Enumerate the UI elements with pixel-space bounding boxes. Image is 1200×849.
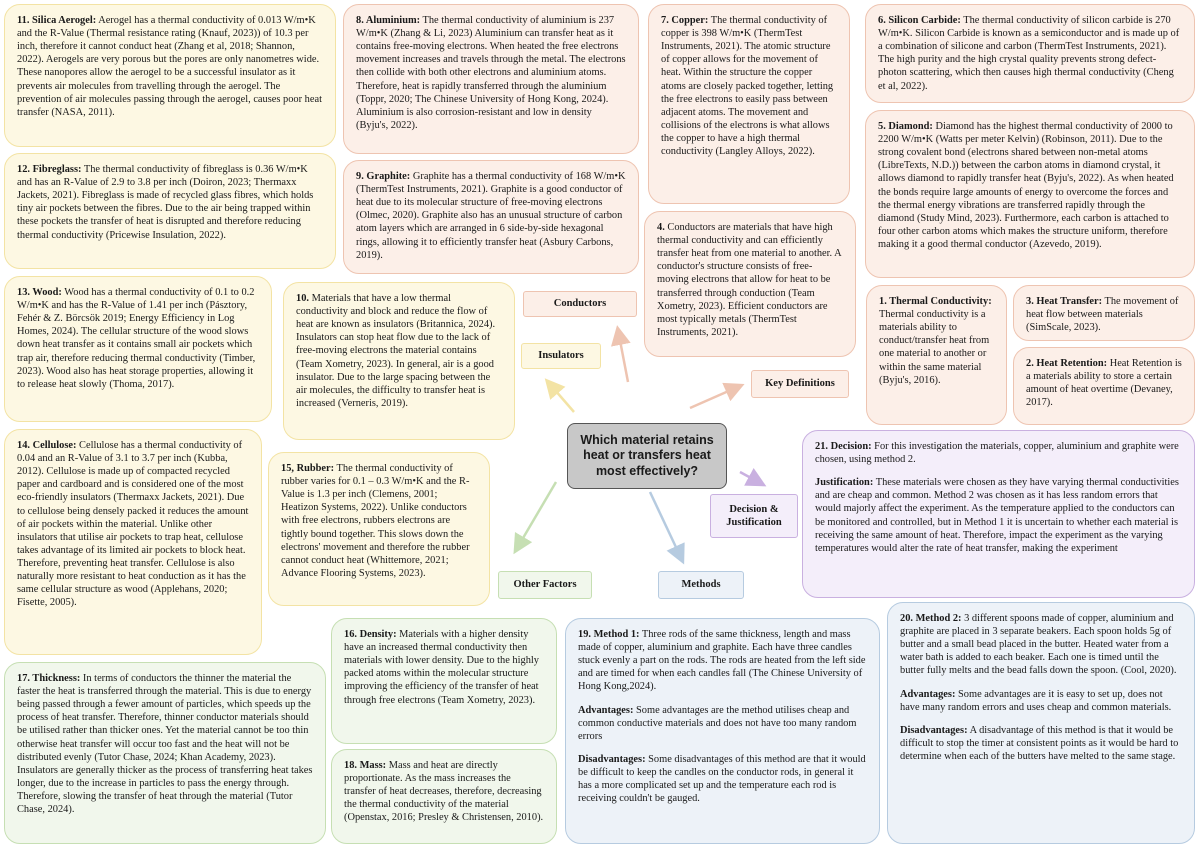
arrow-to-key-definitions (690, 386, 740, 408)
note-silica-aerogel: 11. Silica Aerogel: Aerogel has a thermal conductivity of 0.013 W/m•K and the R-Value (Thermal resistance rating (Knauf, 2023)) of 10.3 per inch, therefore it cannot conduct heat (Zhang et al, 2018; Shannon, 2022). Aerogels are very porous but the pores are only nanometres wide. These nanopores allow the aerogel to be a successful insulator as it prevents air molecules from travelling through the aerogel. The prevention of air molecules passing through the aerogel, causes poor heat transfer (NASA, 2011). (4, 4, 336, 147)
arrow-to-decision (740, 472, 762, 484)
note-method-1: 19. Method 1: Three rods of the same thickness, length and mass made of copper, aluminium and graphite. Each have three candles stuck evenly a part on the rods. The rods are heated from the left side and are timed for when each candles fall (The Chinese University of Hong Kong,2024). Advantages: Some advantages are the method utilises cheap and common conductive materials and does not have too many random errors Disadvantages: Some disadvantages of this method are that it would be difficult to keep the candles on the conductor rods, in general it has a more complicated set up and the temperature each rod is receiving couldn't be gauged. (565, 618, 880, 844)
note-decision-justification: 21. Decision: For this investigation the materials, copper, aluminium and graphite were chosen, using method 2. Justification: These materials were chosen as they have varying thermal conductivities and are cheap and common. Method 2 was chosen as it has less random errors that would majorly affect the experiment. As the temperature applied to the conductors can be monitored and controlled, but in Method 1 it is uncertain to whether each material is receiving the same amount of heat. Therefore, impact the experiment as the varying temperatures would alter the rate of heat transfer, making the experiment (802, 430, 1195, 598)
arrow-to-insulators (548, 382, 574, 412)
note-silicon-carbide: 6. Silicon Carbide: The thermal conductivity of silicon carbide is 270 W/m•K. Silicon Carbide is known as a semiconductor and is made up of a combination of silicone and carbon (ThermTest Instruments, 2021). The high purity and the high crystal quality prevents strong defect-photon scattering, which then causes high thermal conductivity (Cheng et al, 2022). (865, 4, 1195, 103)
note-thickness: 17. Thickness: In terms of conductors the thinner the material the faster the heat is transferred through the material. This is due to energy being passed through a fewer amount of particles, which speeds up the process of heat transfer. Therefore, thinner conductor materials should be utilised rather than thicker ones. Yet the material cannot be too thin otherwise heat transfer will occur too fast and the heat will not be distributed evenly (Tutor Chase, 2024; Khan Academy, 2023). Insulators are generally thicker as the process of transferring heat takes longer, due to the increase in particles to pass the energy through. Therefore, slowing the transfer of heat through the material (Tutor Chase, 2024). (4, 662, 326, 844)
note-copper: 7. Copper: The thermal conductivity of copper is 398 W/m•K (ThermTest Instruments, 2021). The atomic structure of copper allows for the movement of heat. Within the structure the copper atoms are closely packed together, letting the free electrons to easily pass between adjacent atoms. The movement and collisions of the electrons is what allows the copper to have a high thermal conductivity (Langley Alloys, 2022). (648, 4, 850, 204)
arrow-to-methods (650, 492, 682, 560)
note-method-2: 20. Method 2: 3 different spoons made of copper, aluminium and graphite are placed in 3 separate beakers. Each spoon holds 5g of butter and a small bead placed in the butter. Heated water from a water bath is added to each beaker. Each one is timed until the butter fully melts and the bead falls down the spoon. (Cool, 2020). Advantages: Some advantages are it is easy to set up, does not have many random errors and uses cheap and common materials. Disadvantages: A disadvantage of this method is that it would be difficult to stop the timer at consistent points as it would be hard to determine when each of the butters have melted to the same stage. (887, 602, 1195, 844)
category-insulators: Insulators (521, 343, 601, 369)
note-heat-retention: 2. Heat Retention: Heat Retention is a materials ability to store a certain amount of heat overtime (Devaney, 2017). (1013, 347, 1195, 425)
note-mass: 18. Mass: Mass and heat are directly proportionate. As the mass increases the transfer of heat decreases, therefore, decreasing the thermal conductivity of the material (Openstax, 2016; Presley & Christensen, 2010). (331, 749, 557, 844)
note-rubber: 15, Rubber: The thermal conductivity of rubber varies for 0.1 – 0.3 W/m•K and the R-Value is 1.3 per inch (Clemens, 2001; Heatizon Systems, 2022). Unlike conductors with free electrons, rubbers electrons are tightly bound together. This slows down the electrons' movement and therefore the rubber cannot conduct heat (Whittemore, 2021; Advance Flooring Systems, 2023). (268, 452, 490, 606)
note-conductors-definition: 4. Conductors are materials that have high thermal conductivity and can efficiently transfer heat from one material to another. A conductor's structure consists of free-moving electrons that allow for heat to be transferred through conduction (Team Xometry, 2023). Efficient conductors are most typically metals (ThermTest Instruments, 2021). (644, 211, 856, 357)
category-methods: Methods (658, 571, 744, 599)
note-diamond: 5. Diamond: Diamond has the highest thermal conductivity of 2000 to 2200 W/m•K (Watts per meter Kelvin) (Robinson, 2011). Due to the strong covalent bond (electrons shared between non-metal atoms (LibreTexts, N.D.)) between the carbon atoms in diamond crystal, it allows diamond to rapidly transfer heat (Byju's, 2022). As when heated the bonds require large amounts of energy to overcome the forces and the thermal energy vibrations are transferred rapidly through the diamond (Study Mind, 2023). Furthermore, each carbon is attached to four other carbon atoms which makes the structure uniform, therefore making it a good thermal conductor (Azevedo, 2019). (865, 110, 1195, 278)
central-question: Which material retains heat or transfers heat most effectively? (567, 423, 727, 489)
note-graphite: 9. Graphite: Graphite has a thermal conductivity of 168 W/m•K (ThermTest Instruments, 2021). Graphite is a good conductor of heat due to its molecular structure of free-moving electrons (Olmec, 2020). Graphite also has an unusual structure of carbon atom layers which are arranged in 6 side-by-side hexagonal rings, allowing it to efficiently transfer heat (Asbury Carbons, 2019). (343, 160, 639, 274)
note-heat-transfer: 3. Heat Transfer: The movement of heat flow between materials (SimScale, 2023). (1013, 285, 1195, 341)
note-aluminium: 8. Aluminium: The thermal conductivity of aluminium is 237 W/m•K (Zhang & Li, 2023) Aluminium can transfer heat as it contains free-moving electrons. When heated the free electrons movement increases and travels through the metal. The electrons then collide with both other electrons and aluminium atoms. Therefore, heat is rapidly transferred through the aluminium (Toppr, 2020; The Chinese University of Hong Kong, 2024). Aluminium is also corrosion-resistant and low in density (Byju's, 2022). (343, 4, 639, 154)
note-density: 16. Density: Materials with a higher density have an increased thermal conductivity then materials with lower density. Due to the highly packed atoms within the molecular structure improving the efficiency of the transfer of heat through free electrons (Team Xometry, 2023). (331, 618, 557, 744)
category-key-definitions: Key Definitions (751, 370, 849, 398)
arrow-to-other-factors (516, 482, 556, 550)
category-other-factors: Other Factors (498, 571, 592, 599)
note-thermal-conductivity: 1. Thermal Conductivity: Thermal conductivity is a materials ability to conduct/transfer heat from one material to another or within the same material (Byju's, 2016). (866, 285, 1007, 425)
category-conductors: Conductors (523, 291, 637, 317)
note-wood: 13. Wood: Wood has a thermal conductivity of 0.1 to 0.2 W/m•K and has the R-Value of 1.41 per inch (Pásztory, Fehér & Z. Börcsök 2019; Energy Efficiency in Log Homes, 2024). The cellular structure of the wood slows down heat transfer as it contains small air pockets which trap air, therefore reducing thermal conductivity (Timber, 2023). Wood also has heat storage properties, allowing it to release heat slowly (Thoma, 2017). (4, 276, 272, 422)
note-insulators-definition: 10. Materials that have a low thermal conductivity and block and reduce the flow of heat are known as insulators (Britannica, 2024). Insulators can stop heat flow due to the lack of free-moving electrons the material contains (Team Xometry, 2023). In general, air is a good insulator. Due to the large spacing between the air molecules, the difficulty to transfer heat is increased (Verneris, 2019). (283, 282, 515, 440)
note-cellulose: 14. Cellulose: Cellulose has a thermal conductivity of 0.04 and an R-Value of 3.1 to 3.7 per inch (Kubba, 2012). Cellulose is made up of compacted recycled paper and cardboard and is considered one of the most eco-friendly insulators (Thermaxx Jackets, 2021). Due to cellulose being densely packed it reduces the amount of air pockets within the material. Unlike other insulators that utilise air pockets to trap heat, cellulose takes advantage of its limited air pockets to block heat. Therefore, preventing heat transfer. Cellulose is also naturally more resistant to heat conduction as it has the same cellular structure as wood (Applehans, 2020; Fisette, 2005). (4, 429, 262, 655)
note-fibreglass: 12. Fibreglass: The thermal conductivity of fibreglass is 0.36 W/m•K and has an R-Value of 2.9 to 3.8 per inch (Doiron, 2023; Thermaxx Jackets, 2021). Fibreglass is made of recycled glass fibres, which holds tiny air pockets between the fibres. Due to the air being trapped within these pockets the transfer of heat is disrupted and therefore reducing thermal conductivity (Pricewise Insulation, 2022). (4, 153, 336, 269)
category-decision-justification: Decision & Justification (710, 494, 798, 538)
arrow-to-conductors (618, 330, 628, 382)
